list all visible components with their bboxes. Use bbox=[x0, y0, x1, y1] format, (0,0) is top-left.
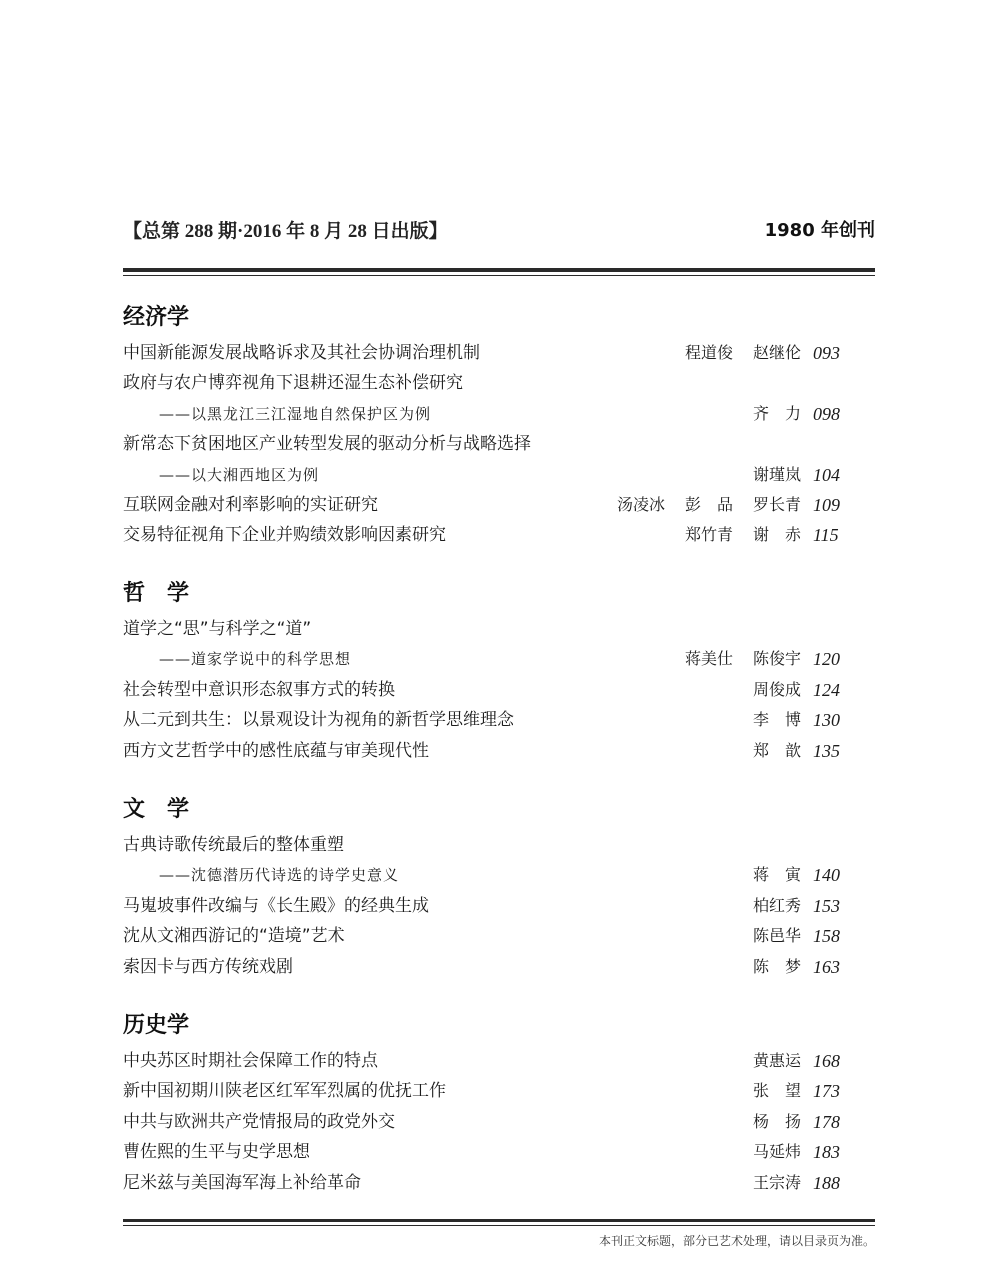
article-title: 西方文艺哲学中的感性底蕴与审美现代性 bbox=[123, 740, 429, 761]
toc-entry[interactable] bbox=[123, 460, 883, 490]
article-title: 新中国初期川陕老区红军军烈属的优抚工作 bbox=[123, 1081, 446, 1102]
article-title: 沈从文湘西游记的“造境”艺术 bbox=[123, 926, 345, 947]
author-name: 周俊成 bbox=[752, 679, 801, 699]
toc-entry[interactable] bbox=[123, 736, 883, 766]
article-subtitle: ——以黑龙江三江湿地自然保护区为例 bbox=[159, 404, 432, 423]
article-authors bbox=[665, 520, 801, 550]
page-number: 140 bbox=[813, 865, 840, 886]
article-title: 索因卡与西方传统戏剧 bbox=[123, 956, 293, 977]
article-title: 中共与欧洲共产党情报局的政党外交 bbox=[123, 1111, 395, 1132]
page-number: 115 bbox=[813, 525, 839, 546]
toc-section bbox=[123, 576, 883, 766]
article-title: 尼米兹与美国海军海上补给革命 bbox=[123, 1172, 361, 1193]
section-title: 文 学 bbox=[123, 797, 190, 822]
author-name: 郑竹青 bbox=[684, 525, 733, 545]
toc-entry[interactable] bbox=[123, 490, 883, 520]
header-rule-thin bbox=[123, 275, 875, 276]
toc-entry[interactable] bbox=[123, 952, 883, 982]
page-number: 098 bbox=[813, 403, 840, 424]
article-title: 曹佐熙的生平与史学思想 bbox=[123, 1142, 310, 1163]
author-name: 李 博 bbox=[752, 710, 801, 730]
toc-entry[interactable] bbox=[123, 614, 883, 644]
article-title: 社会转型中意识形态叙事方式的转换 bbox=[123, 679, 395, 700]
article-authors bbox=[665, 338, 801, 368]
toc-entry[interactable] bbox=[123, 1046, 883, 1076]
author-name: 齐 力 bbox=[752, 403, 801, 423]
footnote: 本刊正文标题，部分已艺术处理，请以目录页为准。 bbox=[598, 1234, 875, 1248]
article-authors bbox=[733, 1168, 801, 1198]
page-number: 178 bbox=[813, 1111, 840, 1132]
toc-entry[interactable] bbox=[123, 399, 883, 429]
article-subtitle: ——以大湘西地区为例 bbox=[159, 465, 320, 484]
article-authors bbox=[733, 460, 801, 490]
header-rule-thick bbox=[123, 268, 875, 272]
toc-entry[interactable] bbox=[123, 1168, 883, 1198]
author-name: 赵继伦 bbox=[752, 343, 801, 362]
page-number: 153 bbox=[813, 895, 840, 916]
author-name: 柏红秀 bbox=[752, 895, 801, 915]
author-name: 罗长青 bbox=[752, 494, 801, 514]
toc-entry[interactable] bbox=[123, 860, 883, 890]
article-subtitle: ——道家学说中的科学思想 bbox=[159, 650, 352, 669]
article-authors bbox=[733, 1107, 801, 1137]
article-authors bbox=[733, 921, 801, 951]
author-name: 程道俊 bbox=[684, 343, 733, 362]
page-number: 183 bbox=[813, 1142, 840, 1163]
toc-section bbox=[123, 1008, 883, 1198]
section-title: 哲 学 bbox=[123, 581, 190, 606]
page-number: 173 bbox=[813, 1081, 840, 1102]
page-header bbox=[123, 216, 875, 246]
page-number: 124 bbox=[813, 679, 840, 700]
author-name: 陈 梦 bbox=[752, 956, 801, 976]
page-number: 120 bbox=[813, 649, 840, 670]
author-name: 蒋美仕 bbox=[684, 649, 733, 669]
article-authors bbox=[733, 1137, 801, 1167]
article-title: 交易特征视角下企业并购绩效影响因素研究 bbox=[123, 525, 446, 546]
toc-entry[interactable] bbox=[123, 891, 883, 921]
article-title: 古典诗歌传统最后的整体重塑 bbox=[123, 835, 344, 855]
article-authors bbox=[733, 1076, 801, 1106]
toc-entry[interactable] bbox=[123, 1137, 883, 1167]
issue-info: 【总第 288 期·2016 年 8 月 28 日出版】 bbox=[123, 221, 448, 242]
page-number: 163 bbox=[813, 956, 840, 977]
toc-entry[interactable] bbox=[123, 368, 883, 398]
page-number: 135 bbox=[813, 740, 840, 761]
toc-section bbox=[123, 792, 883, 982]
article-authors bbox=[733, 675, 801, 705]
author-name: 陈俊宇 bbox=[752, 649, 801, 669]
toc-entry[interactable] bbox=[123, 675, 883, 705]
toc-entry[interactable] bbox=[123, 429, 883, 459]
article-title: 互联网金融对利率影响的实证研究 bbox=[123, 494, 378, 515]
article-subtitle: ——沈德潜历代诗选的诗学史意义 bbox=[159, 866, 400, 885]
section-title: 经济学 bbox=[123, 305, 190, 330]
page-number: 168 bbox=[813, 1051, 840, 1071]
author-name: 蒋 寅 bbox=[752, 865, 801, 885]
article-authors bbox=[733, 1046, 801, 1076]
page-number: 188 bbox=[813, 1172, 840, 1193]
article-authors bbox=[733, 860, 801, 890]
author-name: 马延炜 bbox=[752, 1142, 801, 1162]
author-name: 汤凌冰 bbox=[616, 494, 665, 514]
author-name: 彭 品 bbox=[684, 494, 733, 514]
toc-entry[interactable] bbox=[123, 338, 883, 368]
article-authors bbox=[733, 705, 801, 735]
author-name: 谢瑾岚 bbox=[752, 464, 801, 484]
article-title: 中国新能源发展战略诉求及其社会协调治理机制 bbox=[123, 343, 480, 363]
author-name: 谢 赤 bbox=[752, 525, 801, 545]
author-name: 王宗涛 bbox=[752, 1172, 801, 1192]
toc-entry[interactable] bbox=[123, 520, 883, 550]
article-title: 中央苏区时期社会保障工作的特点 bbox=[123, 1051, 378, 1071]
toc-entry[interactable] bbox=[123, 830, 883, 860]
page-number: 109 bbox=[813, 494, 840, 515]
article-authors bbox=[733, 952, 801, 982]
article-title: 政府与农户博弈视角下退耕还湿生态补偿研究 bbox=[123, 373, 463, 394]
article-title: 从二元到共生：以景观设计为视角的新哲学思维理念 bbox=[123, 710, 514, 731]
author-name: 杨 扬 bbox=[752, 1111, 801, 1131]
article-title: 新常态下贫困地区产业转型发展的驱动分析与战略选择 bbox=[123, 434, 531, 455]
page-number: 130 bbox=[813, 710, 840, 731]
toc-entry[interactable] bbox=[123, 921, 883, 951]
toc-section bbox=[123, 300, 883, 551]
page-number: 104 bbox=[813, 464, 840, 485]
author-name: 郑 歆 bbox=[752, 740, 801, 760]
page-number: 158 bbox=[813, 926, 840, 947]
article-authors bbox=[733, 891, 801, 921]
author-name: 黄惠运 bbox=[752, 1051, 801, 1070]
article-authors bbox=[733, 736, 801, 766]
article-title: 马嵬坡事件改编与《长生殿》的经典生成 bbox=[123, 895, 429, 916]
section-title: 历史学 bbox=[123, 1013, 190, 1038]
toc-entry[interactable] bbox=[123, 1076, 883, 1106]
article-authors bbox=[665, 644, 801, 674]
founded-year: 1980 年创刊 bbox=[764, 220, 875, 241]
toc-entry[interactable] bbox=[123, 1107, 883, 1137]
author-name: 陈邑华 bbox=[752, 926, 801, 946]
footer-rule-thin bbox=[123, 1225, 875, 1226]
toc-entry[interactable] bbox=[123, 644, 883, 674]
page-number: 093 bbox=[813, 343, 840, 363]
toc-entry[interactable] bbox=[123, 705, 883, 735]
article-authors bbox=[733, 399, 801, 429]
author-name: 张 望 bbox=[752, 1081, 801, 1101]
footer-rule-thick bbox=[123, 1219, 875, 1222]
article-authors bbox=[597, 490, 801, 520]
article-title: 道学之“思”与科学之“道” bbox=[123, 619, 312, 639]
